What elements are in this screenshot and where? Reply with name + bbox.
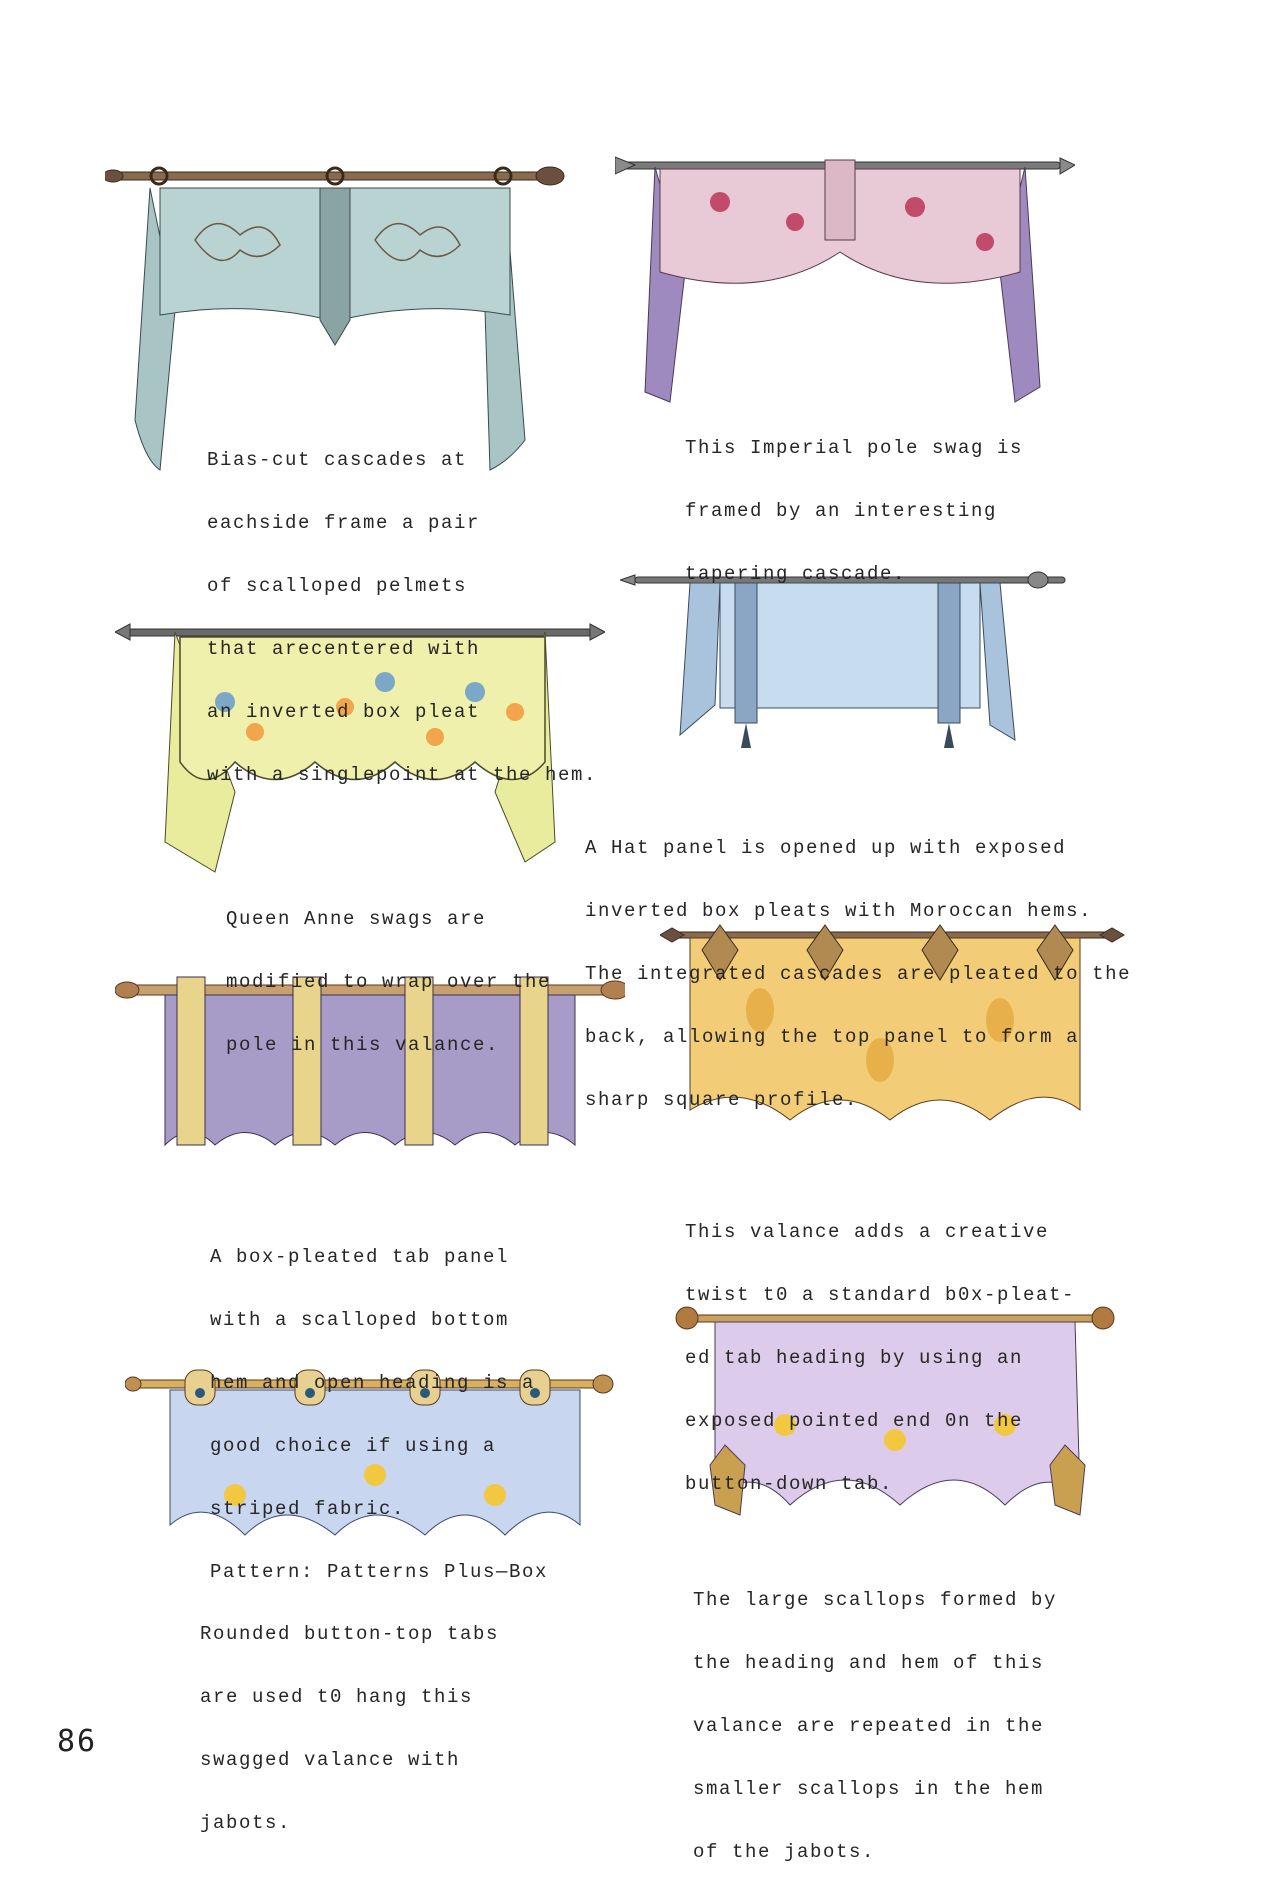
caption-line: the heading and hem of this (693, 1652, 1045, 1674)
caption-line: back, allowing the top panel to form a (585, 1026, 1080, 1048)
caption-line: framed by an interesting (685, 500, 998, 522)
caption-line: striped fabric. (210, 1498, 406, 1520)
caption-line: good choice if using a (210, 1435, 497, 1457)
caption-line: valance are repeated in the (693, 1715, 1045, 1737)
page-number: 86 (57, 1724, 98, 1759)
caption-box-pleated-tab-panel (210, 1205, 548, 1604)
caption-line: Queen Anne swags are (226, 908, 487, 930)
imperial-pole-swag-illustration (615, 152, 1075, 422)
caption-line: button-down tab. (685, 1473, 894, 1495)
caption-imperial-pole-swag (685, 396, 1023, 606)
caption-line: smaller scallops in the hem (693, 1778, 1045, 1800)
caption-line: ed tab heading by using an (685, 1347, 1024, 1369)
caption-line: are used t0 hang this (200, 1686, 474, 1708)
caption-line: exposed pointed end 0n the (685, 1410, 1024, 1432)
caption-button-top-tabs (200, 1582, 499, 1855)
caption-line: eachside frame a pair (207, 512, 481, 534)
caption-line: A Hat panel is opened up with exposed (585, 837, 1067, 859)
caption-line: twist t0 a standard b0x-pleat- (685, 1284, 1076, 1306)
caption-line: hem and open heading is a (210, 1372, 536, 1394)
caption-line: sharp square profile. (585, 1089, 859, 1111)
caption-line: pole in this valance. (226, 1034, 500, 1056)
caption-line: Bias-cut cascades at (207, 449, 468, 471)
caption-line: The large scallops formed by (693, 1589, 1058, 1611)
caption-line: modified to wrap over the (226, 971, 552, 993)
caption-line: that arecentered with (207, 638, 481, 660)
caption-line: A box-pleated tab panel (210, 1246, 510, 1268)
caption-line: tapering cascade. (685, 563, 907, 585)
caption-queen-anne-swags (226, 867, 551, 1077)
caption-line: This Imperial pole swag is (685, 437, 1024, 459)
caption-large-scallops (693, 1548, 1057, 1884)
caption-line: swagged valance with (200, 1749, 461, 1771)
caption-line: an inverted box pleat (207, 701, 481, 723)
caption-pointed-tab-valance (685, 1180, 1075, 1516)
caption-line: of the jabots. (693, 1841, 876, 1863)
caption-scalloped-pelmets (207, 408, 597, 807)
caption-line: of scalloped pelmets (207, 575, 468, 597)
caption-line: Pattern: Patterns Plus—Box (210, 1561, 549, 1583)
caption-line: with a singlepoint at the hem. (207, 764, 598, 786)
caption-line: inverted box pleats with Moroccan hems. (585, 900, 1093, 922)
caption-line: Rounded button-top tabs (200, 1623, 500, 1645)
caption-line: This valance adds a creative (685, 1221, 1050, 1243)
caption-line: jabots. (200, 1812, 292, 1834)
caption-flat-panel (585, 796, 1131, 1132)
caption-line: with a scalloped bottom (210, 1309, 510, 1331)
caption-line: The integrated cascades are pleated to the (585, 963, 1132, 985)
